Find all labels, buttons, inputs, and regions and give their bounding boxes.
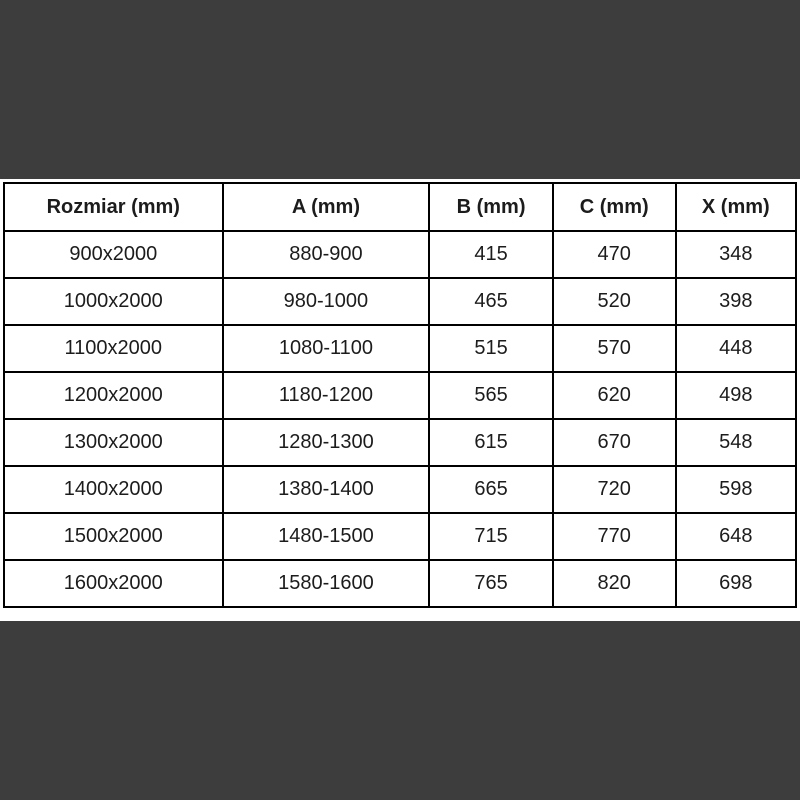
cell-c: 620 <box>553 372 676 419</box>
cell-c: 720 <box>553 466 676 513</box>
cell-rozmiar: 1100x2000 <box>4 325 223 372</box>
cell-x: 348 <box>676 231 796 278</box>
size-dimensions-table <box>3 182 797 608</box>
cell-x: 448 <box>676 325 796 372</box>
header-row <box>4 183 796 231</box>
table-row <box>4 466 796 513</box>
cell-c: 470 <box>553 231 676 278</box>
cell-b: 465 <box>429 278 553 325</box>
cell-a: 1580-1600 <box>223 560 430 607</box>
cell-x: 598 <box>676 466 796 513</box>
cell-rozmiar: 1500x2000 <box>4 513 223 560</box>
cell-a: 1380-1400 <box>223 466 430 513</box>
cell-c: 670 <box>553 419 676 466</box>
cell-c: 570 <box>553 325 676 372</box>
cell-rozmiar: 1200x2000 <box>4 372 223 419</box>
cell-rozmiar: 1300x2000 <box>4 419 223 466</box>
cell-a: 1080-1100 <box>223 325 430 372</box>
cell-a: 1180-1200 <box>223 372 430 419</box>
table-row <box>4 513 796 560</box>
column-header-a: A (mm) <box>223 183 430 231</box>
cell-b: 765 <box>429 560 553 607</box>
cell-rozmiar: 1400x2000 <box>4 466 223 513</box>
cell-rozmiar: 1600x2000 <box>4 560 223 607</box>
table-row <box>4 278 796 325</box>
table-row <box>4 231 796 278</box>
cell-a: 1480-1500 <box>223 513 430 560</box>
cell-x: 698 <box>676 560 796 607</box>
cell-x: 498 <box>676 372 796 419</box>
cell-a: 1280-1300 <box>223 419 430 466</box>
cell-x: 548 <box>676 419 796 466</box>
table-row <box>4 372 796 419</box>
cell-c: 520 <box>553 278 676 325</box>
cell-b: 665 <box>429 466 553 513</box>
cell-a: 980-1000 <box>223 278 430 325</box>
column-header-x: X (mm) <box>676 183 796 231</box>
cell-b: 715 <box>429 513 553 560</box>
column-header-b: B (mm) <box>429 183 553 231</box>
table-row <box>4 419 796 466</box>
column-header-c: C (mm) <box>553 183 676 231</box>
cell-b: 415 <box>429 231 553 278</box>
cell-rozmiar: 1000x2000 <box>4 278 223 325</box>
cell-c: 770 <box>553 513 676 560</box>
cell-b: 565 <box>429 372 553 419</box>
cell-b: 515 <box>429 325 553 372</box>
cell-x: 398 <box>676 278 796 325</box>
table-row <box>4 325 796 372</box>
table-row <box>4 560 796 607</box>
cell-c: 820 <box>553 560 676 607</box>
cell-b: 615 <box>429 419 553 466</box>
column-header-rozmiar: Rozmiar (mm) <box>4 183 223 231</box>
cell-a: 880-900 <box>223 231 430 278</box>
cell-rozmiar: 900x2000 <box>4 231 223 278</box>
cell-x: 648 <box>676 513 796 560</box>
